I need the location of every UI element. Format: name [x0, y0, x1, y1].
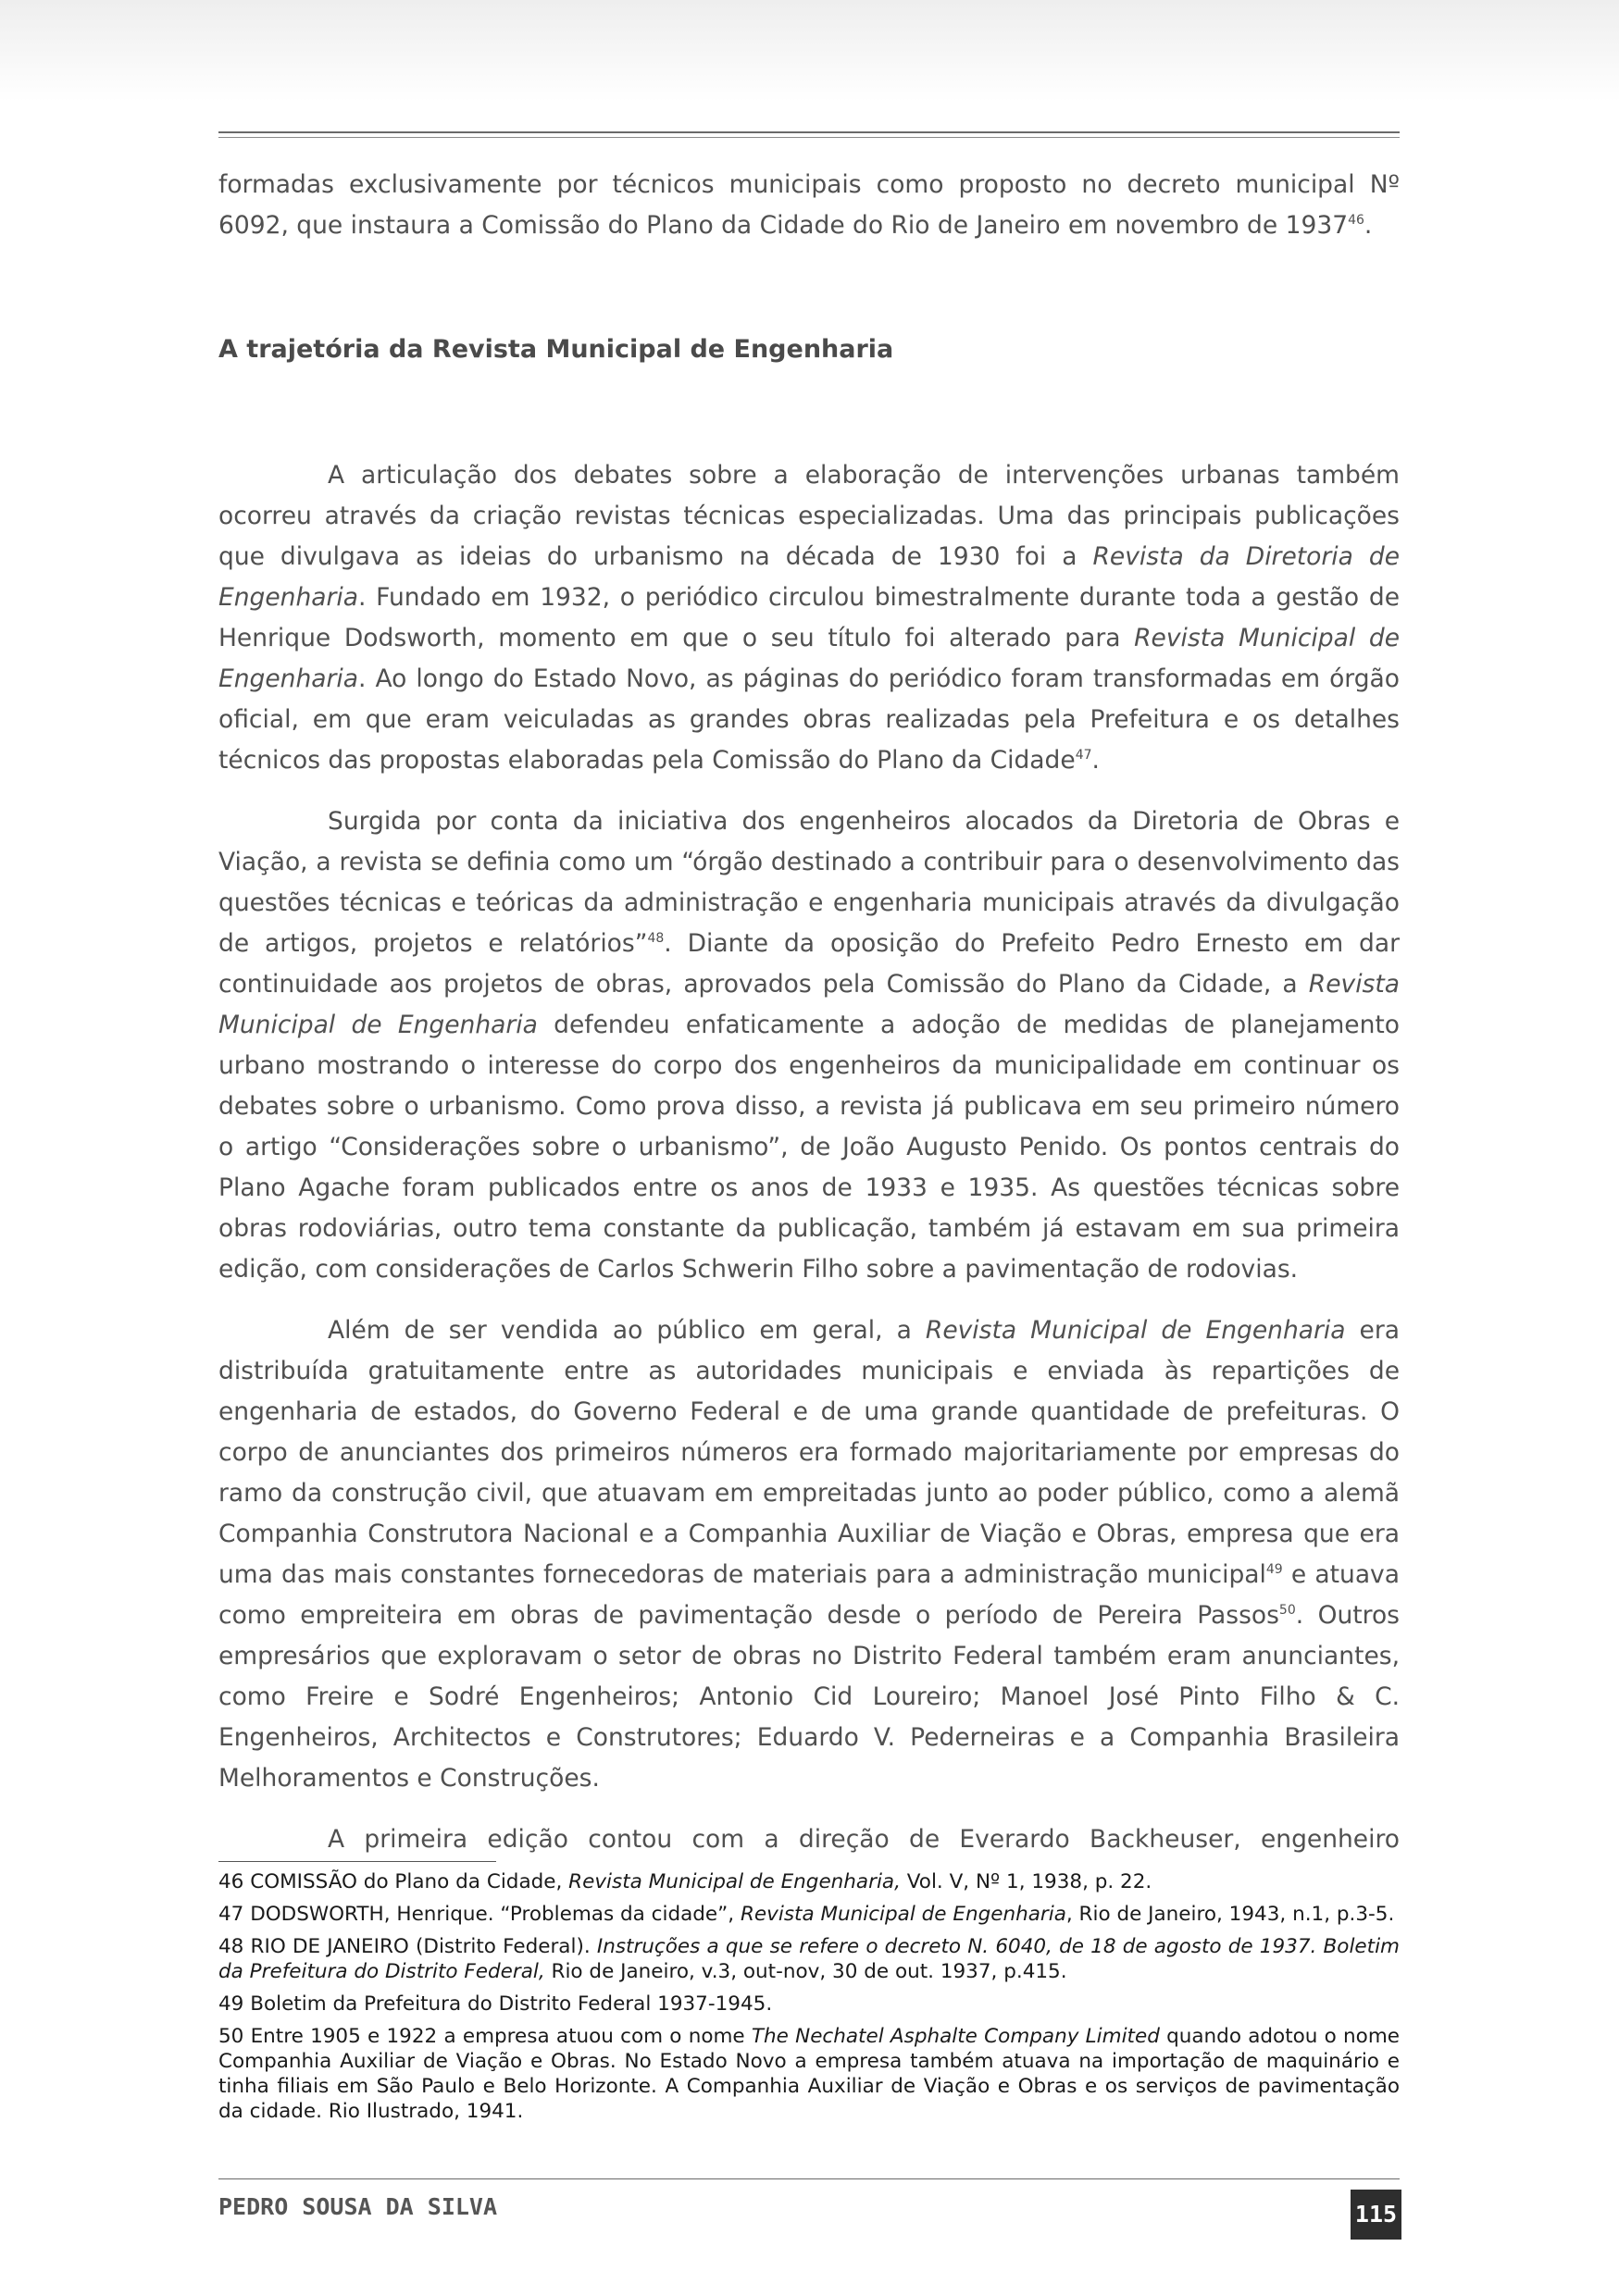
footnote-50 [218, 2024, 1400, 2124]
p3-italic-1: Revista Municipal de Engenharia [925, 1316, 1346, 1345]
fn46-text-a: 46 COMISSÃO do Plano da Cidade, [218, 1870, 569, 1893]
page-number: 115 [1351, 2190, 1401, 2240]
fn50-text-a: 50 Entre 1905 e 1922 a empresa atuou com o nome [218, 2025, 752, 2048]
p1-italic-2: Revista Municipal de Engenharia [218, 624, 1401, 693]
document-page [218, 0, 1400, 2296]
footer-author: PEDRO SOUSA DA SILVA [218, 2193, 498, 2220]
fn48-text-b: Rio de Janeiro, v.3, out-nov, 30 de out. 1937, p.415. [544, 1960, 1067, 1983]
fn46-text-b: Vol. V, Nº 1, 1938, p. 22. [900, 1870, 1152, 1893]
p2-text-a: Surgida por conta da iniciativa dos engenheiros alocados da Diretoria de Obras e Viação, a revista se definia como um “órgão destinado a contribuir para o desenvolvimento das questões técnicas e teóricas da administração e engenharia municipais através da divulgação de artigos, projetos e relatórios” [218, 807, 1400, 958]
p1-text-a: A articulação dos debates sobre a elaboração de intervenções urbanas também ocorreu através da criação revistas técnicas especializadas. Uma das principais publicações que divulgava as ideias do urbanismo na década de 1930 foi a [218, 461, 1400, 571]
p2-text-c: defendeu enfaticamente a adoção de medidas de planejamento urbano mostrando o interesse do corpo dos engenheiros da municipalidade em continuar os debates sobre o urbanismo. Como prova disso, a revista já publicava em seu primeiro número o artigo “Considerações sobre o urbanismo”, de João Augusto Penido. Os pontos centrais do Plano Agache foram publicados entre os anos de 1933 e 1935. As questões técnicas sobre obras rodoviárias, outro tema constante da publicação, também já estavam em sua primeira edição, com considerações de Carlos Schwerin Filho sobre a pavimentação de rodovias. [218, 1011, 1401, 1284]
p2-italic-1: Revista Municipal de Engenharia [218, 970, 1400, 1039]
p3-text-b: era distribuída gratuitamente entre as autoridades municipais e enviada às repartições de engenharia de estados, do Governo Federal e de uma grande quantidade de prefeituras. O corpo de anunciantes dos primeiros números era formado majoritariamente por empresas do ramo da construção civil, que atuavam em empreitadas junto ao poder público, como a alemã Companhia Construtora Nacional e a Companhia Auxiliar de Viação e Obras, empresa que era uma das mais constantes fornecedoras de materiais para a administração municipal [218, 1316, 1400, 1589]
p3-text-c: e atuava como empreiteira em obras de pavimentação desde o período de Pereira Passos [218, 1560, 1400, 1630]
footnote-49: 49 Boletim da Prefeitura do Distrito Federal 1937-1945. [218, 1992, 773, 2016]
footnote-ref-48[interactable]: 48 [647, 931, 665, 946]
intro-end: . [1364, 211, 1373, 240]
footnote-ref-46[interactable]: 46 [1348, 213, 1364, 228]
footnote-46 [218, 1869, 1400, 1894]
header-rule [218, 131, 1400, 133]
footnote-ref-50[interactable]: 50 [1278, 1603, 1296, 1618]
p3-text-d: . Outros empresários que exploravam o setor de obras no Distrito Federal também eram anunciantes, como Freire e Sodré Engenheiros; Antonio Cid Loureiro; Manoel José Pinto Filho & C. Engenheiros, Architectos e Construtores; Eduardo V. Pederneiras e a Companhia Brasileira Melhoramentos e Construções. [218, 1601, 1400, 1793]
fn48-italic: Instruções a que se refere o decreto N. 6040, de 18 de agosto de 1937. Boletim da Prefeitura do Distrito Federal, [218, 1935, 1400, 1983]
section-body [218, 455, 1400, 1880]
paragraph-4: A primeira edição contou com a direção de Everardo Backheuser, engenheiro [328, 1825, 1400, 1854]
intro-text: formadas exclusivamente por técnicos municipais como proposto no decreto municipal Nº 6092, que instaura a Comissão do Plano da Cidade do Rio de Janeiro em novembro de 1937 [218, 170, 1400, 240]
fn50-text-b: quando adotou o nome Companhia Auxiliar de Viação e Obras. No Estado Novo a empresa também atuava na importação de maquinário e tinha filiais em São Paulo e Belo Horizonte. A Companhia Auxiliar de Viação e Obras e os serviços de pavimentação da cidade. Rio Ilustrado, 1941. [218, 2025, 1400, 2123]
fn48-text-a: 48 RIO DE JANEIRO (Distrito Federal). [218, 1935, 597, 1958]
header-rule-thin [218, 137, 1400, 138]
fn47-text-b: , Rio de Janeiro, 1943, n.1, p.3-5. [1065, 1903, 1395, 1926]
p1-end: . [1091, 746, 1100, 775]
p1-text-c: . Ao longo do Estado Novo, as páginas do periódico foram transformadas em órgão oficial, em que eram veiculadas as grandes obras realizadas pela Prefeitura e os detalhes técnicos das propostas elaboradas pela Comissão do Plano da Cidade [218, 664, 1400, 775]
fn47-italic: Revista Municipal de Engenharia [740, 1903, 1066, 1926]
footnote-ref-49[interactable]: 49 [1265, 1562, 1283, 1577]
footnotes [218, 1869, 1400, 2131]
section-heading: A trajetória da Revista Municipal de Engenharia [218, 335, 894, 364]
footnote-separator [218, 1861, 496, 1862]
footnote-ref-47[interactable]: 47 [1075, 748, 1092, 763]
paragraph-2 [218, 801, 1400, 1290]
footer-rule [218, 2178, 1400, 2179]
fn47-text-a: 47 DODSWORTH, Henrique. “Problemas da cidade”, [218, 1903, 741, 1926]
fn50-italic: The Nechatel Asphalte Company Limited [751, 2025, 1160, 2048]
p2-text-b: . Diante da oposição do Prefeito Pedro Ernesto em dar continuidade aos projetos de obras, aprovados pela Comissão do Plano da Cidade, a [218, 929, 1400, 999]
p1-italic-1: Revista da Diretoria de Engenharia [218, 542, 1400, 612]
paragraph-1 [218, 455, 1400, 781]
footnote-47 [218, 1902, 1400, 1927]
p1-text-b: . Fundado em 1932, o periódico circulou bimestralmente durante toda a gestão de Henrique Dodsworth, momento em que o seu título foi alterado para [218, 583, 1400, 652]
footnote-48 [218, 1934, 1400, 1984]
fn46-italic: Revista Municipal de Engenharia, [568, 1870, 901, 1893]
p3-text-a: Além de ser vendida ao público em geral, a [328, 1316, 926, 1345]
intro-paragraph [218, 165, 1400, 246]
paragraph-3 [218, 1310, 1400, 1799]
